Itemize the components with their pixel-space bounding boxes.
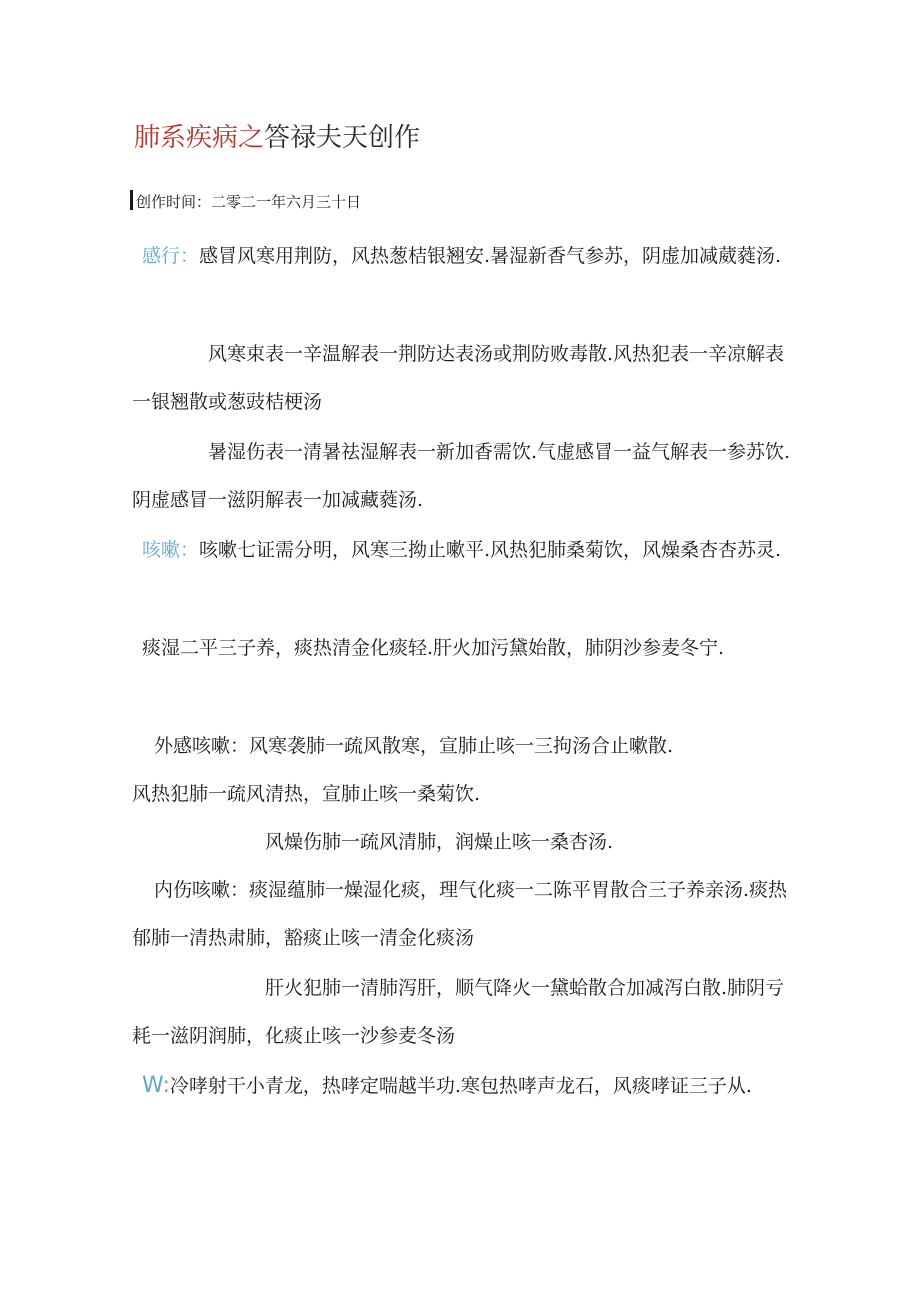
paragraph-shushi <box>132 428 792 524</box>
paragraph-waigan <box>132 722 792 770</box>
creation-time-text: 创作时间：二零二一年六月三十日 <box>136 193 362 211</box>
paragraph-text: 感冒风寒用荆防，风热葱桔银翘安.暑湿新香气参苏，阴虚加减葳蕤汤. <box>199 245 782 267</box>
page-title <box>134 118 420 158</box>
paragraph-text: 暑湿伤表一清暑祛湿解表一新加香需饮.气虚感冒一益气解表一参苏饮.阴虚感冒一滋阴解表一加减藏蕤汤. <box>132 441 791 511</box>
paragraph-tanshi <box>132 624 792 672</box>
paragraph-text: 内伤咳嗽：痰湿蕴肺一燥湿化痰，理气化痰一二陈平胃散合三子养亲汤.痰热郁肺一清热肃肺，豁痰止咳一清金化痰汤 <box>132 879 788 949</box>
paragraph-neishang <box>132 866 792 962</box>
paragraph-text: 咳嗽七证需分明，风寒三拗止嗽平.风热犯肺桑菊饮，风燥桑杏杏苏灵. <box>199 539 782 561</box>
section-label-w: W: <box>142 1073 170 1098</box>
paragraph-kesou <box>132 526 792 574</box>
paragraph-fenghan <box>132 330 792 426</box>
paragraph-ganmao <box>132 232 792 280</box>
paragraph-text: 风燥伤肺一疏风清肺，润燥止咳一桑杏汤. <box>265 831 614 853</box>
paragraph-xiao <box>132 1062 792 1110</box>
paragraph-text: 风热犯肺一疏风清热，宣肺止咳一桑菊饮. <box>132 783 481 805</box>
title-red-part: 肺系疾病之 <box>134 123 265 153</box>
creation-time <box>130 188 361 216</box>
paragraph-text: 外感咳嗽：风寒袭肺一疏风散寒，宣肺止咳一三拘汤合止嗽散. <box>154 735 674 757</box>
section-label-kesou: 咳嗽： <box>142 539 200 561</box>
paragraph-text: 风寒束表一辛温解表一荆防达表汤或荆防败毒散.风热犯表一辛凉解表一银翘散或葱豉桔梗汤 <box>132 343 785 413</box>
title-dark-part: 答禄夫天创作 <box>264 123 421 153</box>
paragraph-fengzao <box>132 818 792 866</box>
paragraph-text: 痰湿二平三子养，痰热清金化痰轻.肝火加污黛始散，肺阴沙参麦冬宁. <box>142 637 725 659</box>
cursor-bar <box>130 190 133 210</box>
paragraph-ganhuo <box>132 964 792 1060</box>
section-label-ganxing: 感行： <box>142 245 200 267</box>
paragraph-text: 肝火犯肺一清肺泻肝，顺气降火一黛蛤散合加减泻白散.肺阴亏耗一滋阴润肺，化痰止咳一沙参麦冬汤 <box>132 977 785 1047</box>
paragraph-fengre <box>132 770 792 818</box>
paragraph-text: 冷哮射干小青龙，热哮定喘越半功.寒包热哮声龙石，风痰哮证三子从. <box>169 1075 752 1097</box>
